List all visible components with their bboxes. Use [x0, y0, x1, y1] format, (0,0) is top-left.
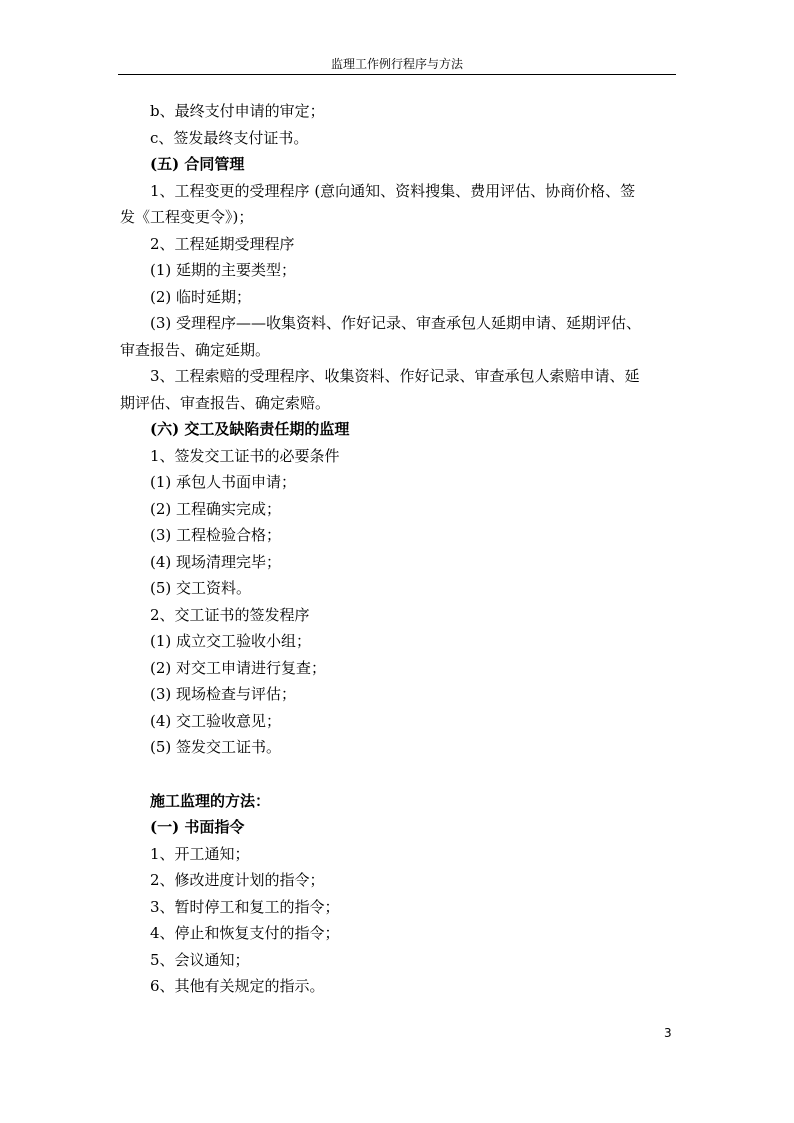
text-line: (1) 成立交工验收小组； [150, 632, 312, 650]
text-line: (3) 现场检查与评估； [150, 685, 297, 703]
text-line: 2、修改进度计划的指令； [150, 871, 325, 889]
section-heading: (六) 交工及缺陷责任期的监理 [150, 420, 350, 438]
section-heading: 施工监理的方法： [150, 791, 271, 810]
text-line: 5、会议通知； [150, 950, 250, 969]
text-line: 1、工程变更的受理程序 (意向通知、资料搜集、费用评估、协商价格、签 [150, 181, 636, 200]
text-line: 1、签发交工证书的必要条件 [150, 446, 340, 465]
section-heading: (五) 合同管理 [150, 155, 245, 173]
document-body [120, 98, 686, 1000]
text-line: (2) 工程确实完成； [150, 499, 282, 518]
text-line: 1、开工通知； [150, 844, 250, 863]
page-number: 3 [664, 1026, 672, 1040]
text-line: (4) 交工验收意见； [150, 711, 282, 730]
text-line: c、签发最终支付证书。 [150, 128, 309, 147]
text-line: (2) 对交工申请进行复查； [150, 658, 327, 677]
page-header: 监理工作例行程序与方法 [118, 56, 676, 75]
text-line: (4) 现场清理完毕； [150, 552, 282, 571]
text-line: 审查报告、确定延期。 [120, 340, 271, 359]
text-line: 4、停止和恢复支付的指令； [150, 924, 340, 942]
text-line: (3) 受理程序——收集资料、作好记录、审查承包人延期申请、延期评估、 [150, 314, 642, 332]
text-line: b、最终支付申请的审定； [150, 102, 325, 120]
section-heading: (一) 书面指令 [150, 818, 245, 836]
text-line: (5) 签发交工证书。 [150, 738, 282, 756]
text-line: 6、其他有关规定的指示。 [150, 977, 325, 995]
text-line: (1) 承包人书面申请； [150, 473, 297, 491]
text-line: (1) 延期的主要类型； [150, 261, 297, 279]
text-line: 期评估、审查报告、确定索赔。 [120, 393, 331, 412]
text-line: 2、工程延期受理程序 [150, 234, 295, 253]
text-line: 3、工程索赔的受理程序、收集资料、作好记录、审查承包人索赔申请、延 [150, 367, 640, 385]
text-line: 发《工程变更令》)； [120, 208, 254, 226]
text-line: (3) 工程检验合格； [150, 526, 282, 544]
text-line: 3、暂时停工和复工的指令； [150, 897, 340, 916]
text-line: (2) 临时延期； [150, 287, 252, 306]
text-line: (5) 交工资料。 [150, 579, 252, 597]
text-line: 2、交工证书的签发程序 [150, 605, 310, 624]
blank-line [120, 761, 686, 788]
